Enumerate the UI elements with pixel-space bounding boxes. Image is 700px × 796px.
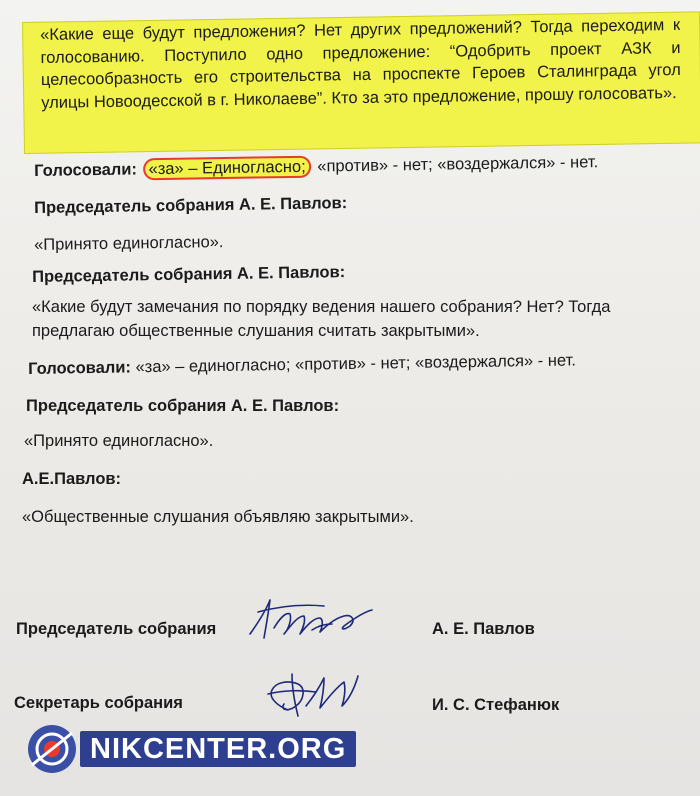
signature-chair-role: Председатель собрания [16, 620, 217, 638]
chair-heading-1: Председатель собрания А. Е. Павлов: [34, 194, 348, 217]
vote-line-1 [34, 151, 598, 182]
vote-label-2: Голосовали: [28, 358, 132, 378]
circled-vote-for: «за» – Единогласно; [143, 156, 310, 181]
vote-label: Голосовали: [34, 160, 138, 180]
chair-signature [240, 590, 390, 650]
signature-secretary-role: Секретарь собрания [14, 694, 183, 712]
vote-line-2 [28, 351, 576, 379]
vote-rest: «против» - нет; «воздержался» - нет. [317, 153, 599, 176]
logo-icon [28, 725, 76, 773]
closing-text: «Общественные слушания объявляю закрытыми». [22, 508, 414, 526]
secretary-signature [258, 660, 368, 724]
speaker-label: А.Е.Павлов: [22, 470, 122, 488]
chair-heading-2: Председатель собрания А. Е. Павлов: [32, 263, 346, 286]
question-paragraph: «Какие будут замечания по порядку ведения нашего собрания? Нет? Тогда предлагаю общественные слушания считать закрытыми». [32, 298, 611, 340]
proposal-paragraph: «Какие еще будут предложения? Нет других предложений? Тогда переходим к голосованию. Поступило одно предложение: “Одобрить проект АЗК и целесообразность его строительства на проспекте Героев Сталинграда угол улицы Новоодесской в г. Николаеве”. Кто за это предложение, прошу голосовать». [40, 15, 681, 112]
signature-secretary-name: И. С. Стефанюк [432, 696, 560, 714]
signature-chair-name: А. Е. Павлов [432, 620, 535, 638]
accepted-text-2: «Принято единогласно». [24, 432, 214, 450]
chair-heading-3: Председатель собрания А. Е. Павлов: [26, 397, 340, 415]
watermark-logo [28, 722, 356, 776]
vote-text-2: «за» – единогласно; «против» - нет; «воздержался» - нет. [135, 351, 576, 377]
accepted-text-1: «Принято единогласно». [34, 233, 224, 254]
logo-text: NIKCENTER.ORG [80, 731, 356, 767]
